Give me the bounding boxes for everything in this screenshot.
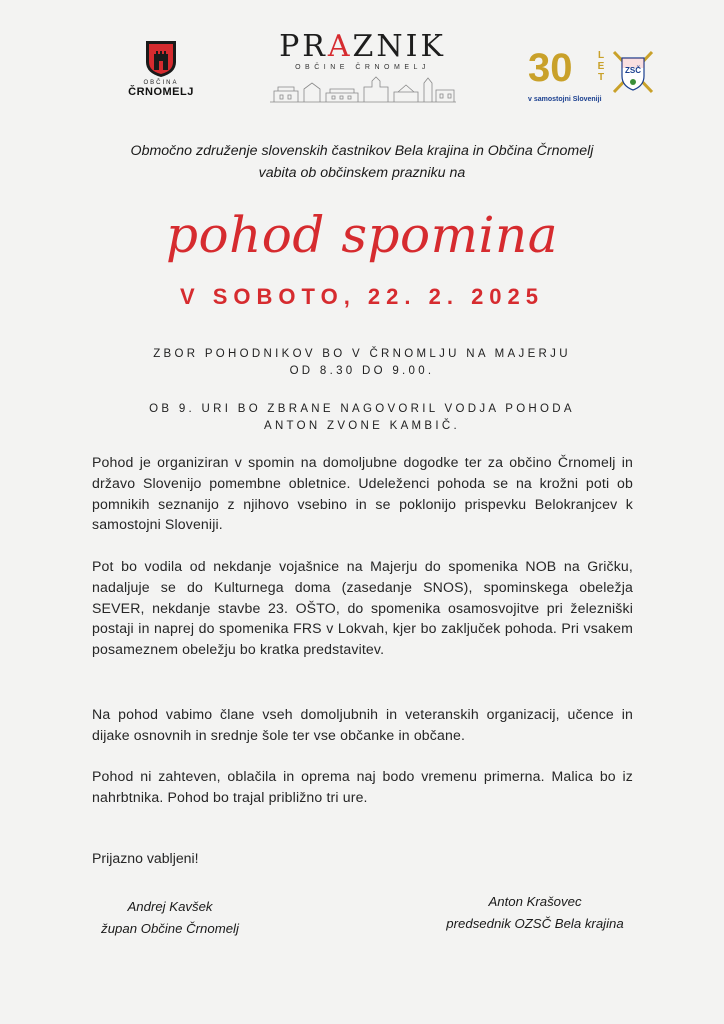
obcina-crnomelj-logo	[118, 40, 204, 112]
praznik-logo	[265, 30, 460, 114]
signature-role: župan Občine Črnomelj	[101, 921, 239, 936]
intro-line-1: Območno združenje slovenskih častnikov Bela krajina in Občina Črnomelj	[130, 143, 594, 159]
greeting: Prijazno vabljeni!	[92, 850, 199, 866]
event-title: pohod spomina	[166, 206, 558, 264]
wordmark-part2: ZNIK	[352, 29, 446, 64]
thirty-number: 30	[528, 46, 573, 90]
emblem-text: ZSČ	[625, 66, 641, 75]
paragraph-practical: Pohod ni zahteven, oblačila in oprema naj bodo vremenu primerna. Malica bo iz nahrbtnika. Pohod bo trajal približno tri ure.	[92, 768, 633, 805]
signature-name: Andrej Kavšek	[127, 899, 213, 914]
town-skyline-icon	[268, 75, 458, 103]
speaker-line-1: OB 9. URI BO ZBRANE NAGOVORIL VODJA POHODA	[149, 403, 575, 415]
intro-line-2: vabita ob občinskem prazniku na	[258, 165, 466, 181]
wordmark-part1: PR	[279, 29, 328, 64]
let-letters	[596, 50, 606, 83]
praznik-wordmark	[265, 30, 460, 64]
praznik-subtitle: OBČINE ČRNOMELJ	[295, 64, 430, 71]
gathering-line-2: OD 8.30 DO 9.00.	[289, 365, 435, 377]
wordmark-accent: A	[327, 29, 353, 64]
thirty-years-logo	[528, 46, 660, 112]
speaker-info	[80, 401, 644, 435]
paragraph-route: Pot bo vodila od nekdanje vojašnice na Majerju do spomenika NOB na Gričku, nadaljuje se do Kulturnega doma (zasedanje SNOS), spominskega obeležja SEVER, nekdanje stavbe 23. OŠTO, do spomenika osamosvojitve pri železniški postaji in naprej do spomenika FRS v Lokvah, kjer bo zaključek pohoda. Pri vsakem posameznem obeležju bo kratka predstavitev.	[92, 558, 633, 658]
logo-small-text: OBČINA	[143, 80, 179, 86]
speaker-line-2: ANTON ZVONE KAMBIČ.	[263, 420, 461, 432]
thirty-years-caption: v samostojni Sloveniji	[528, 96, 602, 103]
let-letter-e: E	[597, 61, 605, 72]
zsc-emblem-icon	[610, 48, 656, 96]
intro-text	[60, 140, 664, 184]
event-date: V SOBOTO, 22. 2. 2025	[179, 284, 545, 309]
let-letter-l: L	[597, 50, 605, 61]
logo-big-text: ČRNOMELJ	[128, 86, 194, 98]
crnomelj-shield-icon	[145, 40, 177, 78]
gathering-info	[80, 346, 644, 380]
gathering-line-1: ZBOR POHODNIKOV BO V ČRNOMLJU NA MAJERJU	[153, 348, 571, 360]
signature-mayor	[80, 896, 260, 940]
let-letter-t: T	[597, 72, 605, 83]
signature-role: predsednik OZSČ Bela krajina	[446, 916, 624, 931]
paragraph-purpose: Pohod je organiziran v spomin na domoljubne dogodke ter za občino Črnomelj in državo Slovenijo pomembne obletnice. Udeleženci pohoda se na krožni poti ob pomnikih seznanijo z njihovo vsebino in se poklonijo prispevku Belokranjcev k samostojni Sloveniji.	[92, 454, 633, 533]
signature-president	[430, 891, 640, 935]
paragraph-invitees: Na pohod vabimo člane vseh domoljubnih in veteranskih organizacij, učence in dijake osnovnih in srednje šole ter vse občanke in občane.	[92, 706, 633, 743]
signature-name: Anton Krašovec	[488, 894, 582, 909]
